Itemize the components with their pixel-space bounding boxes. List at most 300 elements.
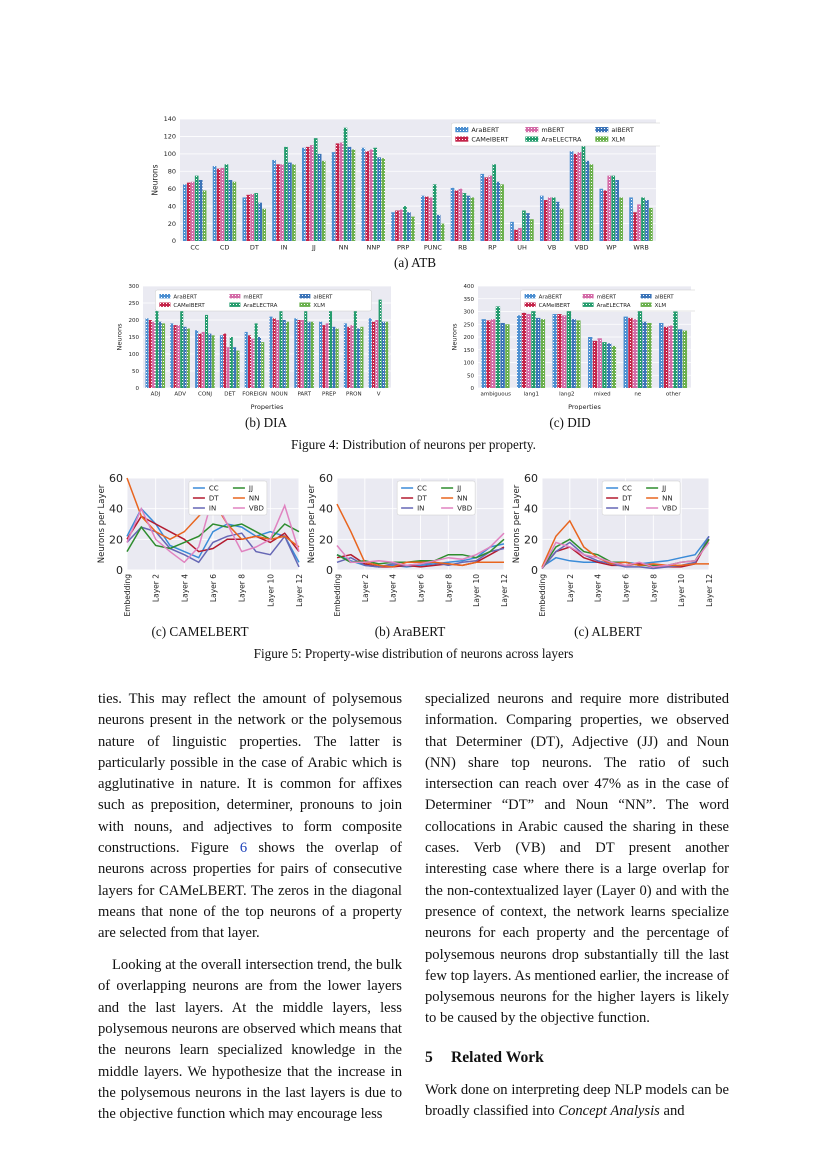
figure4c-caption: (c) DID — [549, 415, 591, 430]
bar-RB-CAMeIBERT — [455, 190, 459, 241]
bar-ADJ-mBERT — [152, 322, 155, 388]
x-tick-label: UH — [517, 243, 527, 252]
legend-swatch — [299, 303, 310, 307]
bar-DT-CAMeIBERT — [246, 195, 250, 241]
bar-RP-mBERT — [488, 176, 492, 241]
bar-VB-AraBERT — [540, 196, 544, 241]
x-tick-label: NNP — [366, 243, 381, 252]
bar-mixed-mBERT — [598, 338, 602, 388]
bar-PRON-AraELECTRA — [354, 306, 357, 388]
legend-label: CC — [208, 484, 219, 493]
legend-label: mBERT — [596, 294, 616, 301]
x-tick-label: ADV — [174, 391, 187, 398]
bar-PRP-mBERT — [399, 210, 403, 241]
bar-VBD-XLM — [590, 164, 594, 241]
bar-ne-aIBERT — [642, 322, 646, 388]
y-tick-label: 300 — [128, 284, 139, 291]
legend-swatch — [595, 127, 608, 132]
y-axis-label: Neurons — [450, 323, 459, 351]
y-tick-label: 250 — [463, 322, 474, 329]
bar-VBD-AraBERT — [570, 151, 574, 241]
bar-PREP-AraBERT — [319, 322, 322, 388]
bar-ambiguous-aIBERT — [500, 323, 504, 388]
x-tick-label: Embedding — [538, 574, 547, 617]
bar-IN-mBERT — [280, 164, 284, 241]
legend-label: DT — [208, 494, 219, 503]
bar-other-CAMeIBERT — [664, 327, 668, 388]
y-axis-label: Neurons per Layer — [97, 484, 107, 564]
x-tick-label: V — [376, 391, 381, 398]
figure4-caption: Figure 4: Distribution of neurons per property. — [291, 437, 536, 452]
dia-bar-chart — [115, 282, 395, 410]
bar-CONJ-AraELECTRA — [205, 315, 208, 388]
legend-label: JJ — [662, 484, 667, 493]
bar-DET-AraELECTRA — [230, 337, 233, 388]
right-column — [425, 689, 729, 1123]
bar-CC-CAMeIBERT — [187, 183, 191, 241]
bar-ambiguous-CAMeIBERT — [486, 320, 490, 388]
bar-CD-AraBERT — [213, 166, 217, 241]
bar-WRB-CAMeIBERT — [633, 212, 637, 241]
bar-DET-mBERT — [226, 347, 229, 388]
bar-NNP-CAMeIBERT — [365, 151, 369, 241]
y-tick-label: 60 — [524, 472, 538, 485]
x-tick-label: Layer 12 — [705, 574, 714, 607]
x-tick-label: lang1 — [523, 391, 539, 398]
x-tick-label: CONJ — [198, 391, 212, 398]
section-heading — [425, 1047, 729, 1068]
y-axis-label: Neurons — [150, 164, 160, 196]
bar-ne-mBERT — [633, 319, 637, 388]
figure5b-caption: (b) AraBERT — [374, 624, 446, 639]
legend-swatch — [299, 294, 310, 298]
legend-swatch — [583, 303, 594, 307]
bar-ne-AraBERT — [624, 317, 628, 388]
bar-PRON-mBERT — [350, 325, 353, 388]
bar-CONJ-AraBERT — [195, 330, 198, 388]
bar-WP-mBERT — [607, 176, 611, 241]
legend-label: IN — [417, 504, 425, 513]
bar-RP-aIBERT — [496, 182, 500, 241]
x-tick-label: WRB — [633, 243, 649, 252]
bar-CC-mBERT — [191, 182, 195, 241]
y-axis-label: Neurons per Layer — [307, 484, 317, 564]
y-tick-label: 60 — [319, 472, 333, 485]
bar-ambiguous-XLM — [505, 324, 509, 388]
bar-PREP-aIBERT — [332, 327, 335, 388]
bar-mixed-XLM — [612, 346, 616, 388]
legend-label: XLM — [654, 302, 667, 309]
camelbert-line-chart — [95, 472, 305, 622]
x-tick-label: PRP — [396, 243, 410, 252]
bar-CONJ-mBERT — [202, 332, 205, 388]
bar-CC-XLM — [203, 190, 207, 241]
y-tick-label: 0 — [531, 564, 538, 577]
x-tick-label: WP — [606, 243, 617, 252]
bar-FOREIGN-AraBERT — [245, 332, 248, 388]
bar-DET-XLM — [236, 351, 239, 388]
atb-bar-chart — [150, 115, 660, 255]
x-tick-label: Layer 2 — [360, 574, 370, 603]
bar-other-aIBERT — [678, 329, 682, 388]
bar-WP-AraBERT — [599, 189, 603, 241]
bar-NN-CAMeIBERT — [336, 143, 340, 241]
bar-FOREIGN-aIBERT — [258, 337, 261, 388]
bar-FOREIGN-CAMeIBERT — [248, 335, 251, 388]
bar-lang2-CAMeIBERT — [557, 314, 561, 388]
legend-label: NN — [457, 494, 468, 503]
bar-lang1-AraELECTRA — [531, 301, 535, 388]
paragraph-2: Looking at the overall intersection trend, the bulk of overlapping neurons are from the lower layers and the last layers. At the middle layers, less polysemous neurons are observed which means that the neurons learn specialized knowledge in the middle layers. We hypothesize that the increase in the polysemous neurons in the last layers is due to the objective function which may encourage less — [98, 957, 402, 1123]
legend-label: aIBERT — [611, 126, 634, 135]
legend-label: AraELECTRA — [596, 302, 631, 309]
bar-mixed-AraBERT — [588, 337, 592, 388]
y-tick-label: 60 — [167, 184, 176, 193]
legend-label: NN — [662, 494, 673, 503]
bar-PART-XLM — [311, 322, 314, 388]
y-tick-label: 20 — [109, 533, 123, 547]
bar-NNP-AraBERT — [361, 148, 365, 241]
bar-PRP-AraBERT — [391, 212, 395, 241]
bar-RP-CAMeIBERT — [484, 177, 488, 241]
x-tick-label: Layer 6 — [621, 574, 631, 603]
legend-label: AraBERT — [471, 126, 500, 135]
bar-PRP-CAMeIBERT — [395, 211, 399, 242]
x-tick-label: Layer 12 — [500, 574, 509, 607]
bar-VBD-CAMeIBERT — [574, 154, 578, 241]
legend-label: mBERT — [541, 126, 565, 135]
bar-NN-XLM — [352, 150, 356, 242]
bar-ADJ-XLM — [162, 323, 165, 388]
bar-other-mBERT — [669, 326, 673, 388]
bar-DET-aIBERT — [233, 347, 236, 388]
legend-label: NN — [248, 494, 260, 503]
bar-FOREIGN-AraELECTRA — [255, 323, 258, 388]
legend-label: CC — [417, 484, 427, 493]
bar-CONJ-XLM — [212, 335, 215, 388]
bar-lang1-mBERT — [527, 314, 531, 388]
figure-6-link[interactable]: 6 — [239, 840, 248, 857]
x-tick-label: NOUN — [271, 391, 288, 398]
bar-RB-AraBERT — [451, 188, 455, 241]
paragraph-3: specialized neurons and require more distributed information. Comparing properties, we observed that Determiner (DT), Adjective (JJ) and Noun (NN) share top neurons. The ratio of such intersection can reach over 47% as in the case of Determiner “DT” and Noun “NN”. The word collocations in Arabic caused the sharing in these cases. Verb (VB) and DT present another interesting case where there is a large overlap for the non-contextualized layer (Layer 0) and with the presence of context, the network learns specialize neurons for each property and the percentage of polysemous neurons drop substantially till the last few top layers. As mentioned earlier, the increase of polysemous neurons for the higher layers is likely to be caused by the objective function. — [425, 691, 729, 1027]
bar-ADJ-AraBERT — [145, 318, 148, 388]
bar-V-mBERT — [375, 320, 378, 388]
bar-RB-mBERT — [459, 189, 463, 241]
bar-ADV-aIBERT — [184, 327, 187, 388]
y-tick-label: 350 — [463, 296, 474, 303]
bar-ADJ-AraELECTRA — [155, 308, 158, 388]
bar-PUNC-CAMeIBERT — [425, 197, 429, 241]
legend-label: aIBERT — [313, 294, 333, 301]
bar-DT-AraELECTRA — [254, 193, 258, 241]
bar-CC-AraBERT — [183, 184, 187, 241]
bar-RP-XLM — [500, 184, 504, 241]
x-tick-label: Layer 10 — [266, 574, 276, 607]
bar-NN-aIBERT — [348, 147, 352, 241]
bar-lang1-aIBERT — [536, 318, 540, 388]
y-tick-label: 200 — [463, 335, 474, 342]
figure5-caption: Figure 5: Property-wise distribution of neurons across layers — [253, 646, 574, 661]
bar-VB-AraELECTRA — [552, 197, 556, 241]
bar-CD-AraELECTRA — [225, 164, 229, 241]
legend-label: JJ — [248, 484, 254, 493]
y-tick-label: 40 — [319, 502, 333, 516]
x-tick-label: ADJ — [150, 391, 161, 398]
x-tick-label: VB — [547, 243, 557, 252]
bar-VBD-AraELECTRA — [582, 138, 586, 241]
bar-lang2-mBERT — [562, 315, 566, 388]
figure5c-caption: (c) ALBERT — [574, 624, 642, 639]
y-tick-label: 40 — [109, 502, 123, 516]
legend-swatch — [583, 294, 594, 298]
legend-label: JJ — [457, 484, 462, 493]
bar-VB-aIBERT — [556, 202, 560, 241]
bar-PRON-CAMeIBERT — [347, 327, 350, 388]
x-tick-label: CD — [219, 243, 230, 252]
legend-swatch — [229, 294, 240, 298]
x-tick-label: ambiguous — [480, 391, 511, 398]
bar-NNP-aIBERT — [377, 157, 381, 241]
bar-ne-CAMeIBERT — [628, 318, 632, 388]
legend-label: mBERT — [243, 294, 263, 301]
bar-ambiguous-AraELECTRA — [496, 306, 500, 388]
bar-VBD-aIBERT — [586, 161, 590, 241]
bar-JJ-AraELECTRA — [314, 138, 318, 241]
bar-NOUN-AraELECTRA — [279, 308, 282, 388]
x-tick-label: Layer 2 — [565, 574, 575, 603]
x-tick-label: RP — [488, 243, 497, 252]
bar-ambiguous-mBERT — [491, 319, 495, 388]
legend-swatch — [595, 137, 608, 142]
legend-label: DT — [622, 494, 632, 503]
figure4-dia — [115, 282, 395, 410]
legend-swatch — [229, 303, 240, 307]
legend-label: CC — [622, 484, 632, 493]
y-tick-label: 0 — [470, 386, 474, 393]
bar-JJ-mBERT — [310, 145, 314, 241]
legend-label: CAMeIBERT — [538, 302, 570, 309]
bar-VB-CAMeIBERT — [544, 200, 548, 241]
legend-label: aIBERT — [654, 294, 674, 301]
y-tick-label: 80 — [167, 167, 176, 176]
y-tick-label: 20 — [319, 533, 333, 547]
bar-DT-aIBERT — [258, 203, 262, 241]
bar-DT-AraBERT — [242, 197, 246, 241]
y-tick-label: 50 — [132, 369, 139, 376]
legend-swatch — [641, 303, 652, 307]
bar-FOREIGN-mBERT — [251, 339, 254, 388]
bar-CD-CAMeIBERT — [217, 169, 221, 241]
bar-RB-AraELECTRA — [463, 193, 467, 241]
y-tick-label: 150 — [128, 335, 139, 342]
bar-lang1-CAMeIBERT — [522, 313, 526, 388]
legend-label: IN — [622, 504, 630, 513]
legend-swatch — [525, 303, 536, 307]
bar-PART-aIBERT — [308, 322, 311, 388]
x-tick-label: Layer 6 — [209, 574, 218, 603]
x-tick-label: ne — [634, 391, 642, 398]
bar-PUNC-aIBERT — [437, 215, 441, 241]
bar-CC-aIBERT — [199, 180, 203, 241]
bar-CD-mBERT — [221, 168, 225, 241]
y-tick-label: 60 — [109, 472, 123, 485]
x-tick-label: PRON — [346, 391, 362, 398]
bar-PREP-mBERT — [326, 323, 329, 388]
figure5-panel-1 — [95, 472, 305, 622]
bar-V-aIBERT — [382, 322, 385, 388]
bar-ADV-CAMeIBERT — [174, 325, 177, 388]
arabert-line-chart — [305, 472, 510, 622]
y-tick-label: 20 — [167, 219, 176, 228]
bar-CD-aIBERT — [229, 180, 233, 241]
legend-label: DT — [417, 494, 427, 503]
x-tick-label: Layer 2 — [151, 574, 161, 603]
y-tick-label: 400 — [463, 284, 474, 291]
legend-label: VBD — [662, 504, 678, 513]
x-tick-label: Layer 4 — [593, 574, 603, 603]
bar-WP-CAMeIBERT — [603, 190, 607, 241]
x-tick-label: Embedding — [123, 574, 132, 617]
figure4-atb — [150, 115, 660, 255]
bar-JJ-aIBERT — [318, 154, 322, 241]
albert-line-chart — [510, 472, 715, 622]
figure5-panel-2 — [305, 472, 510, 622]
bar-ne-AraELECTRA — [638, 305, 642, 388]
bar-WP-XLM — [619, 197, 623, 241]
legend-swatch — [455, 137, 468, 142]
bar-PREP-CAMeIBERT — [322, 325, 325, 388]
bar-RP-AraBERT — [480, 174, 484, 241]
section-number: 5 — [425, 1048, 433, 1066]
bar-lang1-XLM — [541, 319, 545, 388]
bar-NNP-mBERT — [369, 150, 373, 242]
bar-V-AraBERT — [369, 318, 372, 388]
bar-IN-XLM — [292, 164, 296, 241]
bar-UH-XLM — [530, 219, 534, 241]
bar-NNP-XLM — [381, 158, 385, 241]
y-tick-label: 0 — [171, 237, 176, 246]
bar-WRB-AraELECTRA — [641, 197, 645, 241]
x-tick-label: FOREIGN — [242, 391, 267, 398]
bar-lang2-aIBERT — [571, 319, 575, 388]
bar-ADV-mBERT — [177, 325, 180, 388]
y-tick-label: 40 — [524, 502, 538, 516]
bar-ADV-AraBERT — [170, 323, 173, 388]
bar-WP-aIBERT — [615, 180, 619, 241]
y-tick-label: 250 — [128, 301, 139, 308]
x-tick-label: PREP — [322, 391, 336, 398]
figure4-did — [450, 282, 695, 410]
bar-RP-AraELECTRA — [492, 164, 496, 241]
x-tick-label: other — [665, 391, 681, 398]
y-tick-label: 200 — [128, 318, 139, 325]
legend-label: AraELECTRA — [541, 135, 582, 144]
bar-lang1-AraBERT — [517, 315, 521, 388]
bar-NN-AraELECTRA — [344, 128, 348, 241]
y-tick-label: 40 — [167, 202, 176, 211]
legend-label: VBD — [457, 504, 473, 513]
bar-NNP-AraELECTRA — [373, 148, 377, 241]
bar-PUNC-AraELECTRA — [433, 184, 437, 241]
y-tick-label: 100 — [463, 360, 474, 367]
y-tick-label: 20 — [524, 533, 538, 547]
bar-WRB-AraBERT — [629, 197, 633, 241]
x-tick-label: IN — [280, 243, 288, 252]
bar-ADJ-aIBERT — [159, 322, 162, 388]
legend-label: AraELECTRA — [243, 302, 278, 309]
legend-swatch — [159, 303, 170, 307]
x-tick-label: VBD — [574, 243, 589, 252]
x-tick-label: Layer 4 — [180, 574, 190, 603]
x-tick-label: DT — [249, 243, 259, 252]
bar-V-CAMeIBERT — [372, 322, 375, 388]
bar-NOUN-XLM — [286, 322, 289, 388]
bar-PRP-AraELECTRA — [403, 206, 407, 241]
x-tick-label: Layer 8 — [444, 574, 454, 603]
y-tick-label: 0 — [116, 564, 123, 577]
bar-mixed-aIBERT — [607, 343, 611, 388]
bar-other-AraBERT — [659, 323, 663, 388]
bar-DT-mBERT — [250, 194, 254, 241]
x-tick-label: Layer 6 — [416, 574, 426, 603]
legend-label: VBD — [248, 504, 264, 513]
bar-CONJ-aIBERT — [208, 334, 211, 388]
paragraph-1: ties. This may reflect the amount of polysemous neurons present in the network or the polysemous nature of linguistic properties. The latter is particularly possible in the case of Arabic which is agglutinative in nature. It is common for affixes such as preposition, determiner, pronouns to join with nouns, and adjectives to form composite constructions. Figure 6 shows the overlap of neurons across properties for pairs of consecutive layers for CAMeLBERT. The zeros in the diagonal means that none of the top neurons of a property are selected from that layer. — [98, 691, 402, 942]
bar-FOREIGN-XLM — [261, 342, 264, 388]
bar-VB-XLM — [560, 209, 564, 241]
x-tick-label: Layer 10 — [677, 574, 687, 607]
bar-ADV-XLM — [187, 329, 190, 389]
x-tick-label: lang2 — [559, 391, 575, 398]
bar-mixed-CAMeIBERT — [593, 341, 597, 388]
bar-DET-AraBERT — [220, 335, 223, 388]
legend-label: IN — [208, 504, 217, 513]
bar-ADV-AraELECTRA — [180, 310, 183, 388]
x-tick-label: Layer 10 — [472, 574, 482, 607]
bar-WRB-XLM — [649, 208, 653, 241]
legend-label: CAMeIBERT — [471, 135, 509, 144]
bar-NN-mBERT — [340, 143, 344, 241]
y-tick-label: 50 — [467, 373, 474, 380]
bar-PREP-XLM — [336, 329, 339, 389]
bar-PART-mBERT — [301, 320, 304, 388]
legend-swatch — [525, 127, 538, 132]
legend-label: AraBERT — [538, 294, 563, 301]
x-tick-label: NN — [338, 243, 349, 252]
bar-PRON-aIBERT — [357, 329, 360, 389]
figure4b-caption: (b) DIA — [244, 415, 288, 430]
bar-IN-CAMeIBERT — [276, 164, 280, 241]
bar-ADJ-CAMeIBERT — [149, 320, 152, 388]
x-tick-label: PART — [297, 391, 311, 398]
y-tick-label: 120 — [163, 132, 176, 141]
bar-JJ-CAMeIBERT — [306, 147, 310, 241]
x-tick-label: Layer 8 — [649, 574, 659, 603]
bar-V-XLM — [385, 322, 388, 388]
legend-swatch — [455, 127, 468, 132]
bar-PRON-AraBERT — [344, 323, 347, 388]
x-axis-label: Properties — [250, 403, 284, 410]
paragraph-4: Work done on interpreting deep NLP models can be broadly classified into Concept Analysis and — [425, 1082, 729, 1120]
bar-CD-XLM — [233, 182, 237, 241]
bar-PUNC-mBERT — [429, 197, 433, 241]
bar-mixed-AraELECTRA — [602, 342, 606, 388]
y-tick-label: 0 — [135, 386, 139, 393]
bar-ambiguous-AraBERT — [482, 319, 486, 388]
bar-PRP-aIBERT — [407, 212, 411, 241]
left-column — [98, 689, 402, 1126]
